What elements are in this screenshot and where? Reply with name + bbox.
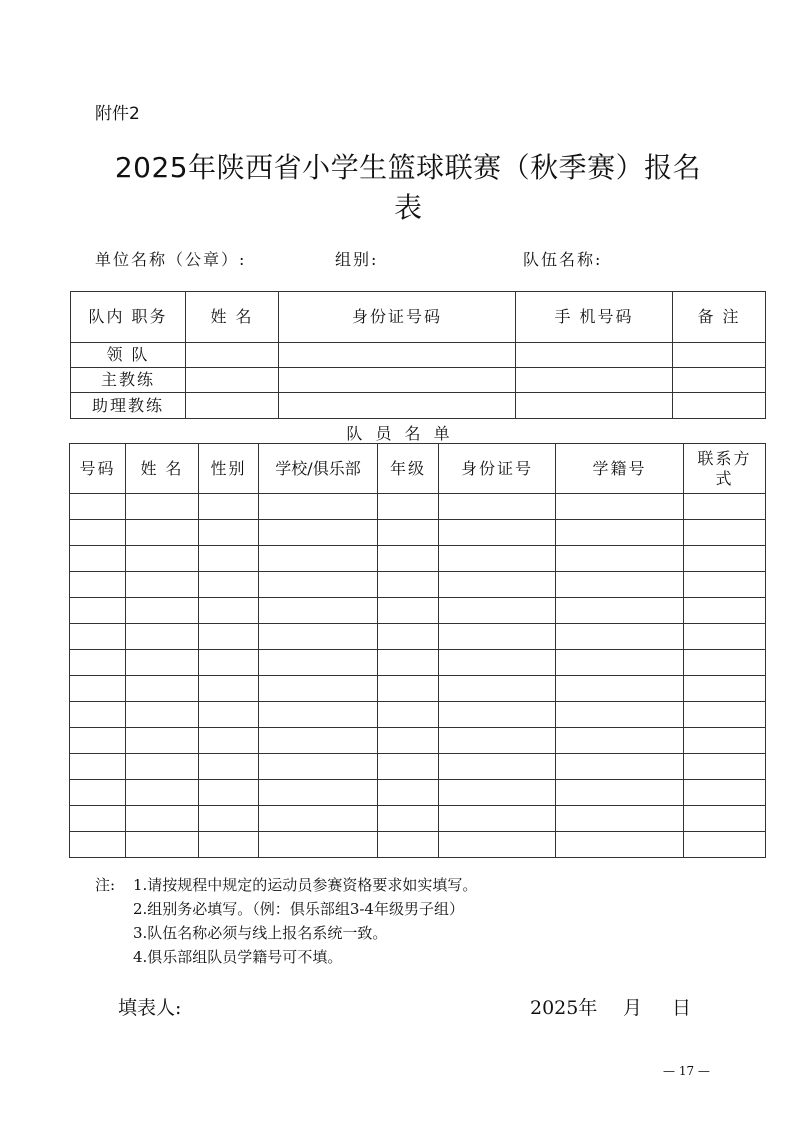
input-cell[interactable] <box>126 520 199 546</box>
table-row <box>70 624 766 650</box>
input-cell[interactable] <box>199 832 259 858</box>
input-cell[interactable] <box>126 624 199 650</box>
header-cell: 身份证号码 <box>279 292 516 343</box>
input-cell[interactable] <box>199 754 259 780</box>
input-cell[interactable] <box>684 572 766 598</box>
input-cell[interactable] <box>556 624 684 650</box>
input-cell[interactable] <box>378 624 439 650</box>
input-cell[interactable] <box>70 624 126 650</box>
input-cell[interactable] <box>70 650 126 676</box>
input-cell[interactable] <box>378 650 439 676</box>
table-row <box>70 546 766 572</box>
input-cell[interactable] <box>684 780 766 806</box>
header-cell: 号码 <box>70 444 126 494</box>
input-cell[interactable] <box>259 546 378 572</box>
input-cell[interactable] <box>378 598 439 624</box>
input-cell[interactable] <box>684 650 766 676</box>
input-cell[interactable] <box>439 598 556 624</box>
table-row <box>70 598 766 624</box>
notes-prefix: 注: <box>95 876 116 894</box>
input-cell[interactable] <box>439 650 556 676</box>
input-cell[interactable] <box>199 572 259 598</box>
input-cell[interactable] <box>279 343 516 368</box>
input-cell[interactable] <box>70 546 126 572</box>
input-cell[interactable] <box>70 520 126 546</box>
input-cell[interactable] <box>70 754 126 780</box>
table-row <box>70 676 766 702</box>
input-cell[interactable] <box>126 676 199 702</box>
attachment-label: 附件2 <box>95 104 140 124</box>
table-row <box>70 494 766 520</box>
input-cell[interactable] <box>259 754 378 780</box>
header-cell: 联系方式 <box>684 444 766 494</box>
input-cell[interactable] <box>70 676 126 702</box>
input-cell[interactable] <box>126 572 199 598</box>
header-cell: 身份证号 <box>439 444 556 494</box>
input-cell[interactable] <box>259 702 378 728</box>
table-row <box>70 702 766 728</box>
input-cell[interactable] <box>259 832 378 858</box>
header-cell: 学校/俱乐部 <box>259 444 378 494</box>
input-cell[interactable] <box>378 676 439 702</box>
input-cell[interactable] <box>684 754 766 780</box>
staff-table <box>70 291 766 419</box>
input-cell[interactable] <box>378 572 439 598</box>
input-cell[interactable] <box>279 368 516 393</box>
input-cell[interactable] <box>684 624 766 650</box>
input-cell[interactable] <box>684 832 766 858</box>
table-header-row <box>71 292 766 343</box>
input-cell[interactable] <box>439 702 556 728</box>
input-cell[interactable] <box>439 754 556 780</box>
header-cell: 手 机号码 <box>516 292 673 343</box>
table-row <box>70 728 766 754</box>
input-cell[interactable] <box>684 546 766 572</box>
input-cell[interactable] <box>378 494 439 520</box>
input-cell[interactable] <box>259 494 378 520</box>
header-cell: 年级 <box>378 444 439 494</box>
input-cell[interactable] <box>259 572 378 598</box>
input-cell[interactable] <box>199 702 259 728</box>
input-cell[interactable] <box>126 650 199 676</box>
table-row <box>70 780 766 806</box>
input-cell[interactable] <box>684 728 766 754</box>
header-cell: 姓 名 <box>186 292 279 343</box>
input-cell[interactable] <box>378 832 439 858</box>
table-row <box>71 343 766 368</box>
input-cell[interactable] <box>199 806 259 832</box>
input-cell[interactable] <box>556 702 684 728</box>
input-cell[interactable] <box>186 368 279 393</box>
input-cell[interactable] <box>186 343 279 368</box>
input-cell[interactable] <box>556 520 684 546</box>
input-cell[interactable] <box>199 650 259 676</box>
input-cell[interactable] <box>126 754 199 780</box>
input-cell[interactable] <box>259 650 378 676</box>
input-cell[interactable] <box>556 546 684 572</box>
input-cell[interactable] <box>684 676 766 702</box>
input-cell[interactable] <box>684 806 766 832</box>
input-cell[interactable] <box>199 520 259 546</box>
input-cell[interactable] <box>126 806 199 832</box>
header-cell: 备 注 <box>673 292 766 343</box>
input-cell[interactable] <box>126 832 199 858</box>
input-cell[interactable] <box>70 598 126 624</box>
input-cell[interactable] <box>70 702 126 728</box>
input-cell[interactable] <box>556 650 684 676</box>
date-year: 2025年 <box>530 997 598 1019</box>
input-cell[interactable] <box>199 780 259 806</box>
unit-name-label: 单位名称（公章）: <box>95 250 247 269</box>
input-cell[interactable] <box>673 343 766 368</box>
input-cell[interactable] <box>199 494 259 520</box>
date-day: 日 <box>672 997 692 1019</box>
input-cell[interactable] <box>199 728 259 754</box>
input-cell[interactable] <box>259 806 378 832</box>
roster-title: 队 员 名 单 <box>346 424 454 443</box>
input-cell[interactable] <box>556 728 684 754</box>
input-cell[interactable] <box>378 780 439 806</box>
role-cell: 领 队 <box>71 343 186 368</box>
input-cell[interactable] <box>556 806 684 832</box>
input-cell[interactable] <box>684 702 766 728</box>
input-cell[interactable] <box>259 598 378 624</box>
input-cell[interactable] <box>439 494 556 520</box>
roster-table <box>69 443 766 858</box>
input-cell[interactable] <box>556 780 684 806</box>
input-cell[interactable] <box>556 832 684 858</box>
input-cell[interactable] <box>378 728 439 754</box>
input-cell[interactable] <box>684 520 766 546</box>
input-cell[interactable] <box>199 546 259 572</box>
input-cell[interactable] <box>378 806 439 832</box>
input-cell[interactable] <box>673 368 766 393</box>
note-item: 1.请按规程中规定的运动员参赛资格要求如实填写。 <box>133 876 478 894</box>
table-row <box>70 572 766 598</box>
table-row <box>71 393 766 419</box>
input-cell[interactable] <box>673 393 766 419</box>
input-cell[interactable] <box>378 546 439 572</box>
input-cell[interactable] <box>186 393 279 419</box>
input-cell[interactable] <box>70 494 126 520</box>
filler-label: 填表人: <box>118 997 182 1019</box>
page-title: 2025年陕西省小学生篮球联赛（秋季赛）报名 <box>114 151 702 184</box>
input-cell[interactable] <box>199 624 259 650</box>
input-cell[interactable] <box>439 520 556 546</box>
input-cell[interactable] <box>516 368 673 393</box>
table-row <box>70 754 766 780</box>
header-cell: 性别 <box>199 444 259 494</box>
table-row <box>70 832 766 858</box>
input-cell[interactable] <box>259 624 378 650</box>
input-cell[interactable] <box>259 728 378 754</box>
input-cell[interactable] <box>439 572 556 598</box>
header-cell: 队内 职务 <box>71 292 186 343</box>
input-cell[interactable] <box>439 780 556 806</box>
input-cell[interactable] <box>684 494 766 520</box>
input-cell[interactable] <box>126 546 199 572</box>
input-cell[interactable] <box>70 728 126 754</box>
table-header-row <box>70 444 766 494</box>
role-cell: 助理教练 <box>71 393 186 419</box>
role-cell: 主教练 <box>71 368 186 393</box>
input-cell[interactable] <box>259 780 378 806</box>
group-label: 组别: <box>335 250 379 269</box>
input-cell[interactable] <box>378 754 439 780</box>
note-item: 3.队伍名称必须与线上报名系统一致。 <box>133 924 388 942</box>
note-item: 2.组别务必填写。（例：俱乐部组3-4年级男子组） <box>133 900 464 918</box>
input-cell[interactable] <box>439 676 556 702</box>
input-cell[interactable] <box>70 572 126 598</box>
header-cell: 学籍号 <box>556 444 684 494</box>
page-title-cont: 表 <box>393 191 422 224</box>
input-cell[interactable] <box>70 832 126 858</box>
input-cell[interactable] <box>439 546 556 572</box>
note-item: 4.俱乐部组队员学籍号可不填。 <box>133 948 343 966</box>
input-cell[interactable] <box>199 676 259 702</box>
input-cell[interactable] <box>199 598 259 624</box>
table-row <box>70 650 766 676</box>
input-cell[interactable] <box>684 598 766 624</box>
input-cell[interactable] <box>126 780 199 806</box>
input-cell[interactable] <box>516 393 673 419</box>
input-cell[interactable] <box>126 598 199 624</box>
input-cell[interactable] <box>259 520 378 546</box>
input-cell[interactable] <box>279 393 516 419</box>
table-row <box>70 520 766 546</box>
team-name-label: 队伍名称: <box>523 250 603 269</box>
input-cell[interactable] <box>126 494 199 520</box>
input-cell[interactable] <box>439 806 556 832</box>
input-cell[interactable] <box>70 780 126 806</box>
header-cell: 姓 名 <box>126 444 199 494</box>
input-cell[interactable] <box>556 598 684 624</box>
input-cell[interactable] <box>556 754 684 780</box>
input-cell[interactable] <box>556 494 684 520</box>
input-cell[interactable] <box>70 806 126 832</box>
input-cell[interactable] <box>556 676 684 702</box>
table-row <box>70 806 766 832</box>
input-cell[interactable] <box>439 728 556 754</box>
table-row <box>71 368 766 393</box>
date-month: 月 <box>623 997 643 1019</box>
input-cell[interactable] <box>126 728 199 754</box>
input-cell[interactable] <box>259 676 378 702</box>
input-cell[interactable] <box>439 832 556 858</box>
page-number: — 17 — <box>663 1064 710 1078</box>
input-cell[interactable] <box>516 343 673 368</box>
input-cell[interactable] <box>556 572 684 598</box>
input-cell[interactable] <box>439 624 556 650</box>
input-cell[interactable] <box>378 702 439 728</box>
input-cell[interactable] <box>378 520 439 546</box>
input-cell[interactable] <box>126 702 199 728</box>
